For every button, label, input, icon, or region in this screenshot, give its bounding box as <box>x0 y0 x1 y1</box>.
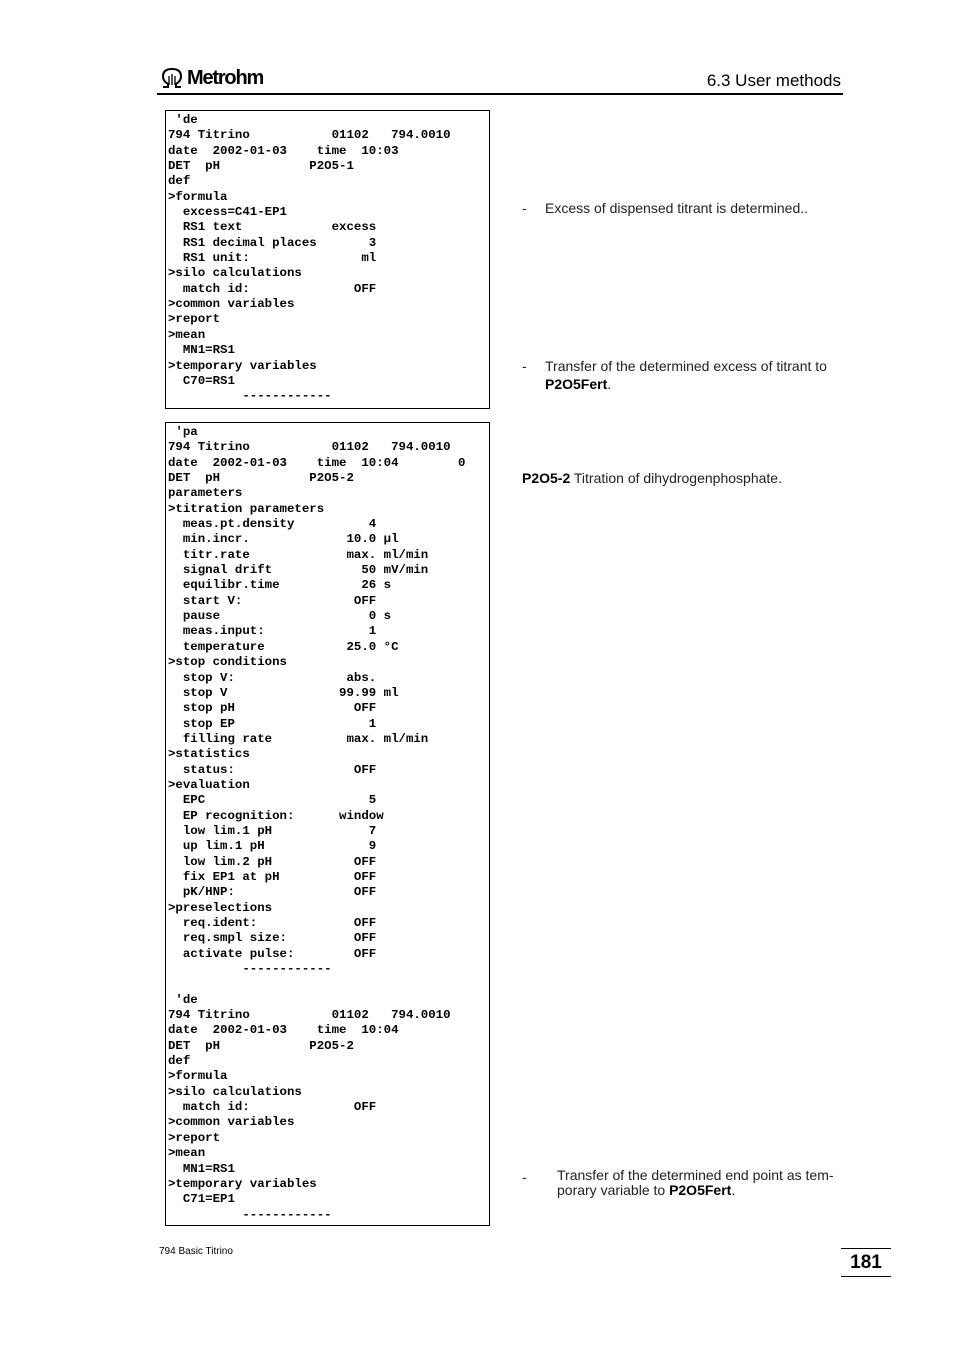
section-title: 6.3 User methods <box>706 71 841 90</box>
note-text-bold: P2O5Fert <box>545 376 608 392</box>
note-excess-determined <box>522 199 852 219</box>
bullet-dash: - <box>522 200 527 216</box>
note-titration-heading <box>522 469 852 489</box>
note-text: Titration of dihydrogenphosphate. <box>570 470 782 486</box>
note-text-suffix: . <box>607 376 612 392</box>
note-text-bold: P2O5Fert <box>669 1182 732 1198</box>
brand-name: Metrohm <box>187 67 264 89</box>
brand-logo <box>160 66 263 90</box>
note-text <box>545 357 845 393</box>
note-text-suffix: . <box>731 1182 736 1198</box>
header-divider <box>157 93 843 95</box>
method-name: P2O5-2 <box>522 470 571 486</box>
note-transfer-excess <box>522 357 852 397</box>
bullet-dash: - <box>522 1169 527 1185</box>
printout-box-p2o5-2 <box>165 422 490 1226</box>
printout-text: 'de 794 Titrino 01102 794.0010 date 2002-01-03 time 10:03 DET pH P2O5-1 def >formula excess=C41-EP1 RS1 text excess RS1 decimal places 3 RS1 unit: ml >silo calculations match id: OFF >common variables >report >mean MN1=RS1 >temporary variables C70=RS1 ------------ <box>168 113 451 404</box>
note-transfer-endpoint <box>522 1168 852 1208</box>
printout-text: 'pa 794 Titrino 01102 794.0010 date 2002-01-03 time 10:04 0 DET pH P2O5-2 parameters >titration parameters meas.pt.density 4 min.incr. 10.0 µl titr.rate max. ml/min signal drift 50 mV/min equilibr.time 26 s start V: OFF pause 0 s meas.input: 1 temperature 25.0 °C >stop conditions stop V: abs. stop V 99.99 ml stop pH OFF stop EP 1 filling rate max. ml/min >statistics status: OFF >evaluation EPC 5 EP recognition: window low lim.1 pH 7 up lim.1 pH 9 low lim.2 pH OFF fix EP1 at pH OFF pK/HNP: OFF >preselections req.ident: OFF req.smpl size: OFF activate pulse: OFF ------------ 'de 794 Titrino 01102 794.0010 date 2002-01-03 time 10:04 DET pH P2O5-2 def >formula >silo calculations match id: OFF >common variables >report >mean MN1=RS1 >temporary variables C71=EP1 ------------ <box>168 425 466 1222</box>
omega-logo-icon <box>160 67 184 89</box>
note-text <box>557 1168 842 1198</box>
page-number: 181 <box>841 1248 891 1277</box>
note-text: Excess of dispensed titrant is determined.. <box>545 200 809 216</box>
note-text-plain: Transfer of the determined end point as tem-porary variable to <box>557 1167 834 1198</box>
bullet-dash: - <box>522 358 527 374</box>
note-text-plain: Transfer of the determined excess of titrant to <box>545 358 827 374</box>
printout-box-p2o5-1 <box>165 110 490 409</box>
footer-product-name: 794 Basic Titrino <box>159 1246 233 1257</box>
